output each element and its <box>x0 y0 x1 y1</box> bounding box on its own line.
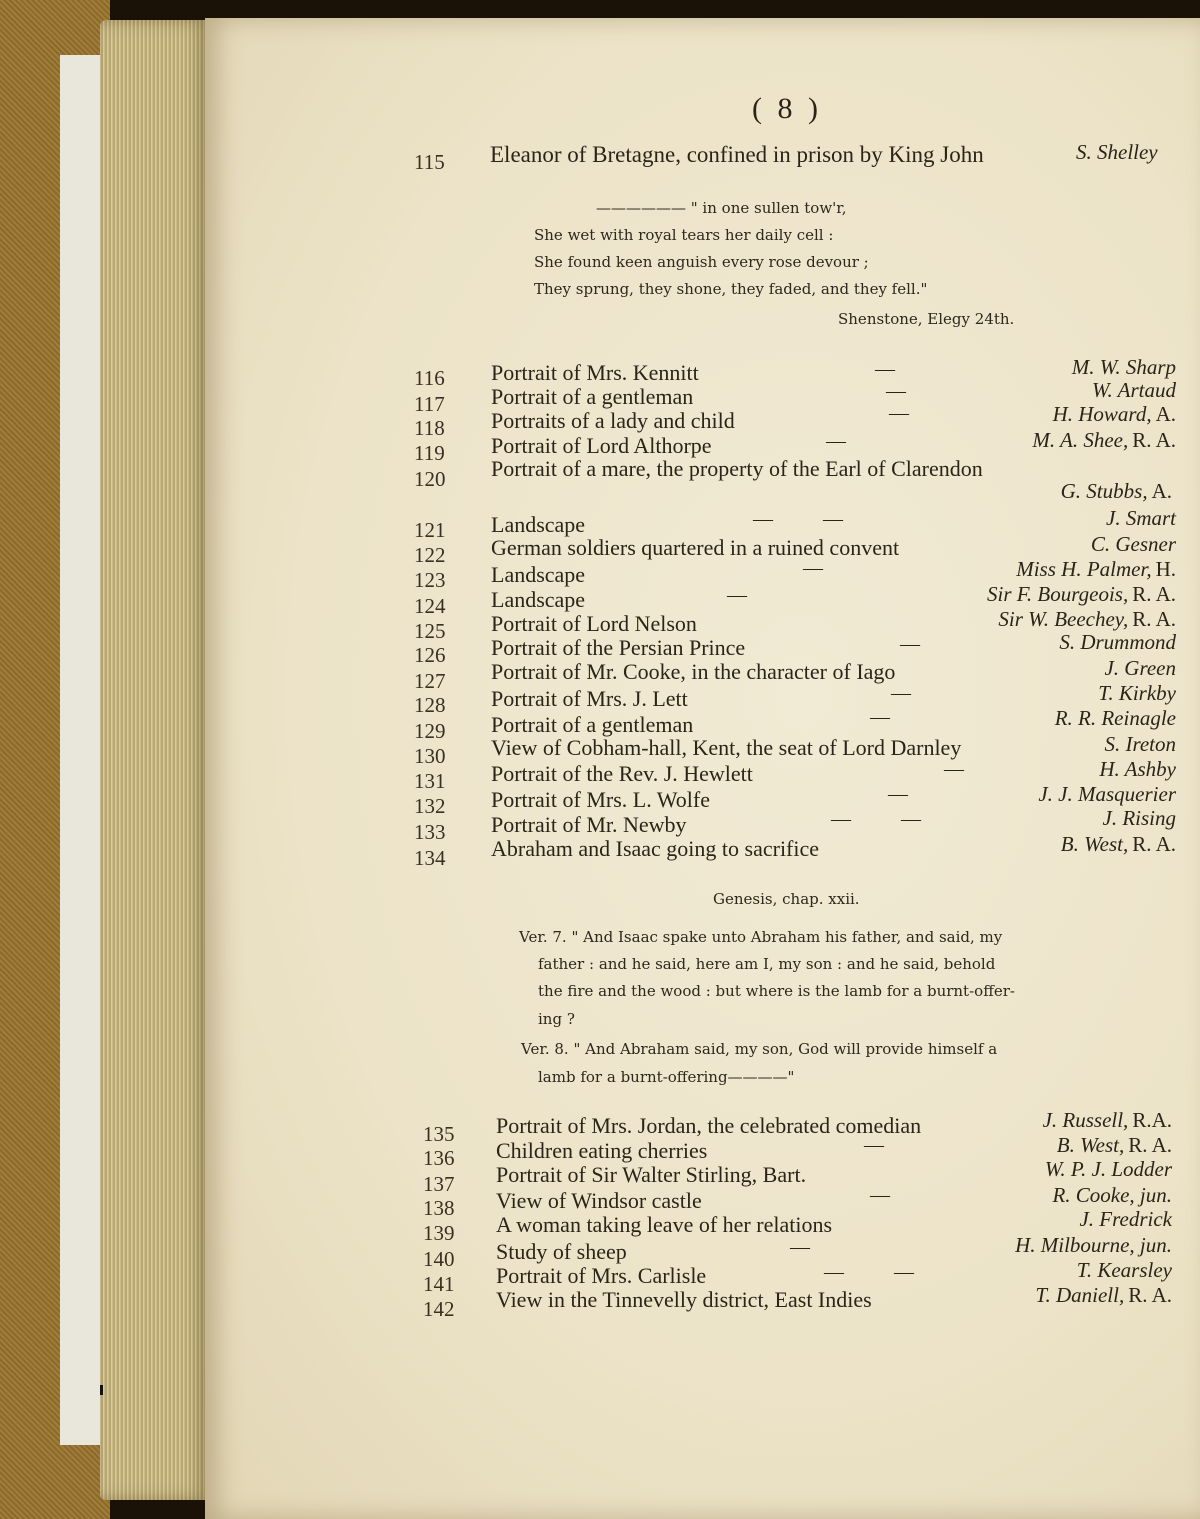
entry-artist-group <box>1072 355 1176 380</box>
entry-artist: T. Kearsley <box>1076 1258 1172 1282</box>
scripture-line: the fire and the wood : but where is the lamb for a burnt-offer- <box>538 982 1015 1000</box>
entry-title: German soldiers quartered in a ruined convent <box>491 535 900 560</box>
entry-artist: B. West, <box>1060 832 1129 856</box>
entry-dash: — <box>870 706 890 728</box>
entry-dash: — <box>727 584 747 606</box>
entry-artist: S. Drummond <box>1059 630 1176 654</box>
entry-number: 129 <box>414 719 446 743</box>
entry-artist-group <box>1045 1157 1172 1182</box>
entry-number: 124 <box>414 594 446 618</box>
entry-artist-group <box>1016 557 1176 582</box>
entry-dash: — — <box>824 1261 914 1283</box>
entry-dash: — — <box>753 508 843 530</box>
entry-number: 141 <box>423 1272 455 1296</box>
entry-number: 127 <box>414 669 446 693</box>
entry-dash: — <box>891 682 911 704</box>
entry-artist-group <box>1043 1108 1172 1133</box>
entry-title: View of Windsor castle <box>496 1188 702 1213</box>
entry-artist-group <box>1032 428 1176 453</box>
entry-number: 117 <box>414 392 445 416</box>
entry-artist: C. Gesner <box>1090 532 1176 556</box>
book-cover <box>0 0 110 1519</box>
entry-artist: Sir W. Beechey, <box>998 607 1129 631</box>
entry-artist: H. Milbourne, jun. <box>1015 1233 1172 1257</box>
entry-dash: — <box>790 1236 810 1258</box>
entry-number: 136 <box>423 1146 455 1170</box>
entry-artist-group <box>998 607 1176 632</box>
ink-mark <box>100 1385 103 1395</box>
entry-number: 118 <box>414 416 445 440</box>
entry-number: 140 <box>423 1247 455 1271</box>
entry-artist: T. Daniell, <box>1035 1283 1125 1307</box>
entry-suffix: A. <box>1151 479 1172 503</box>
entry-title: Portrait of a gentleman <box>491 384 694 409</box>
entry-number: 131 <box>414 769 446 793</box>
entry-title: Portrait of a mare, the property of the Earl of Clarendon <box>491 456 983 481</box>
entry-title: Portrait of the Persian Prince <box>491 635 746 660</box>
page-folio: ( 8 ) <box>752 92 822 125</box>
entry-number: 128 <box>414 693 446 717</box>
entry-number: 122 <box>414 543 446 567</box>
entry-artist-group <box>1091 532 1176 557</box>
entry-artist-group <box>1103 806 1177 831</box>
entry-artist: H. Ashby <box>1099 757 1176 781</box>
entry-number: 116 <box>414 366 445 390</box>
scripture-line: Ver. 7. " And Isaac spake unto Abraham his father, and said, my <box>519 928 1003 946</box>
entry-suffix: R. A. <box>1132 607 1176 631</box>
entry-artist: B. West, <box>1056 1133 1125 1157</box>
entry-suffix: R. A. <box>1128 1133 1172 1157</box>
entry-artist: J. Fredrick <box>1079 1207 1172 1231</box>
entry-number: 120 <box>414 467 446 491</box>
entry-title: Landscape <box>491 512 586 537</box>
entry-title: View of Cobham-hall, Kent, the seat of Lord Darnley <box>491 735 962 760</box>
scripture-line: Ver. 8. " And Abraham said, my son, God will provide himself a <box>521 1040 998 1058</box>
entry-artist-group <box>1061 832 1176 857</box>
scripture-line: ing ? <box>538 1010 575 1028</box>
entry-artist-group <box>987 582 1176 607</box>
entry-artist-group <box>1015 1233 1172 1258</box>
entry-dash: — <box>826 430 846 452</box>
scripture-line: lamb for a burnt-offering————" <box>538 1068 795 1086</box>
scripture-line: father : and he said, here am I, my son : and he said, behold <box>538 955 996 973</box>
entry-title: Portrait of a gentleman <box>491 712 694 737</box>
verse-line: They sprung, they shone, they faded, and they fell." <box>534 280 928 298</box>
entry-artist: J. Smart <box>1106 506 1176 530</box>
entry-dash: — <box>889 402 909 424</box>
entry-number: 135 <box>423 1122 455 1146</box>
entry-title: Portrait of the Rev. J. Hewlett <box>491 761 753 786</box>
entry-artist: T. Kirkby <box>1098 681 1176 705</box>
entry-artist: J. Russell, <box>1042 1108 1129 1132</box>
entry-title: Portrait of Lord Nelson <box>491 611 697 636</box>
entry-artist-group <box>1092 378 1176 403</box>
entry-title: Portrait of Mr. Cooke, in the character of Iago <box>491 659 896 684</box>
entry-artist-group <box>1038 782 1176 807</box>
entry-artist-group <box>1104 732 1176 757</box>
entry-artist: Miss H. Palmer, <box>1016 557 1152 581</box>
entry-suffix: H. <box>1155 557 1176 581</box>
entry-number: 130 <box>414 744 446 768</box>
entry-title: View in the Tinnevelly district, East Indies <box>496 1287 872 1312</box>
entry-artist-group <box>1098 681 1176 706</box>
entry-artist-group <box>1104 656 1176 681</box>
entry-artist: J. Rising <box>1102 806 1176 830</box>
entry-artist: J. J. Masquerier <box>1038 782 1176 806</box>
entry-artist-group <box>1059 630 1176 655</box>
entry-suffix: R. A. <box>1132 582 1176 606</box>
entry-number: 134 <box>414 846 446 870</box>
entry-title: Children eating cherries <box>496 1138 708 1163</box>
entry-artist-group <box>1099 757 1176 782</box>
entry-artist-group <box>1053 402 1176 427</box>
entry-artist-group <box>1055 706 1176 731</box>
entry-number: 115 <box>414 150 445 174</box>
entry-number: 123 <box>414 568 446 592</box>
entry-number: 138 <box>423 1196 455 1220</box>
entry-title: Study of sheep <box>496 1239 627 1264</box>
entry-dash: — — <box>831 808 921 830</box>
entry-title: Portrait of Sir Walter Stirling, Bart. <box>496 1162 807 1187</box>
entry-number: 126 <box>414 643 446 667</box>
entry-title: Landscape <box>491 587 586 612</box>
entry-artist: R. Cooke, jun. <box>1052 1183 1172 1207</box>
entry-title: A woman taking leave of her relations <box>496 1212 833 1237</box>
entry-artist-group <box>1057 1133 1172 1158</box>
entry-number: 132 <box>414 794 446 818</box>
entry-suffix: A. <box>1155 402 1176 426</box>
entry-artist: W. P. J. Lodder <box>1044 1157 1172 1181</box>
entry-number: 119 <box>414 441 445 465</box>
entry-suffix: R. A. <box>1132 428 1176 452</box>
entry-artist-group <box>1035 1283 1172 1308</box>
entry-dash: — <box>900 633 920 655</box>
entry-title: Portrait of Mrs. Jordan, the celebrated comedian <box>496 1113 922 1138</box>
entry-title: Portrait of Mrs. L. Wolfe <box>491 787 711 812</box>
entry-artist-group <box>1077 1258 1172 1283</box>
entry-artist: H. Howard, <box>1052 402 1152 426</box>
entry-number: 142 <box>423 1297 455 1321</box>
entry-number: 125 <box>414 619 446 643</box>
entry-number: 133 <box>414 820 446 844</box>
entry-artist-group <box>1052 1183 1172 1208</box>
entry-artist: J. Green <box>1104 656 1176 680</box>
entry-suffix: R. A. <box>1132 832 1176 856</box>
entry-artist: M. A. Shee, <box>1032 428 1129 452</box>
entry-suffix: R. A. <box>1128 1283 1172 1307</box>
entry-title: Portrait of Lord Althorpe <box>491 433 712 458</box>
entry-artist: S. Ireton <box>1104 732 1176 756</box>
entry-title: Landscape <box>491 562 586 587</box>
entry-number: 139 <box>423 1221 455 1245</box>
entry-title: Abraham and Isaac going to sacrifice <box>491 836 820 861</box>
entry-number: 121 <box>414 518 446 542</box>
entry-title: Portrait of Mr. Newby <box>491 812 687 837</box>
entry-title: Eleanor of Bretagne, confined in prison by King John <box>490 142 984 167</box>
verse-line: She found keen anguish every rose devour ; <box>534 253 869 271</box>
entry-artist-group <box>1079 1207 1172 1232</box>
entry-title: Portrait of Mrs. Kennitt <box>491 360 699 385</box>
entry-title: Portraits of a lady and child <box>491 408 735 433</box>
entry-dash: — <box>803 557 823 579</box>
entry-dash: — <box>944 758 964 780</box>
entry-artist: S. Shelley <box>1076 140 1158 164</box>
entry-artist-group <box>1106 506 1176 531</box>
entry-dash: — <box>870 1184 890 1206</box>
entry-title: Portrait of Mrs. Carlisle <box>496 1263 707 1288</box>
verse-line: She wet with royal tears her daily cell : <box>534 226 834 244</box>
verse-line: —————— " in one sullen tow'r, <box>596 199 847 217</box>
entry-dash: — <box>886 380 906 402</box>
entry-dash: — <box>864 1134 884 1156</box>
entry-title: Portrait of Mrs. J. Lett <box>491 686 688 711</box>
entry-artist: Sir F. Bourgeois, <box>987 582 1129 606</box>
entry-number: 137 <box>423 1172 455 1196</box>
entry-artist: R. R. Reinagle <box>1054 706 1176 730</box>
entry-artist-group <box>1061 479 1172 504</box>
entry-dash: — <box>875 358 895 380</box>
entry-dash: — <box>888 783 908 805</box>
entry-artist: G. Stubbs, <box>1060 479 1148 503</box>
entry-artist: M. W. Sharp <box>1071 355 1176 379</box>
page-fore-edge <box>100 20 210 1500</box>
entry-suffix: R.A. <box>1132 1108 1172 1132</box>
verse-source: Shenstone, Elegy 24th. <box>838 310 1015 328</box>
scripture-heading: Genesis, chap. xxii. <box>713 890 860 908</box>
entry-artist: W. Artaud <box>1091 378 1176 402</box>
